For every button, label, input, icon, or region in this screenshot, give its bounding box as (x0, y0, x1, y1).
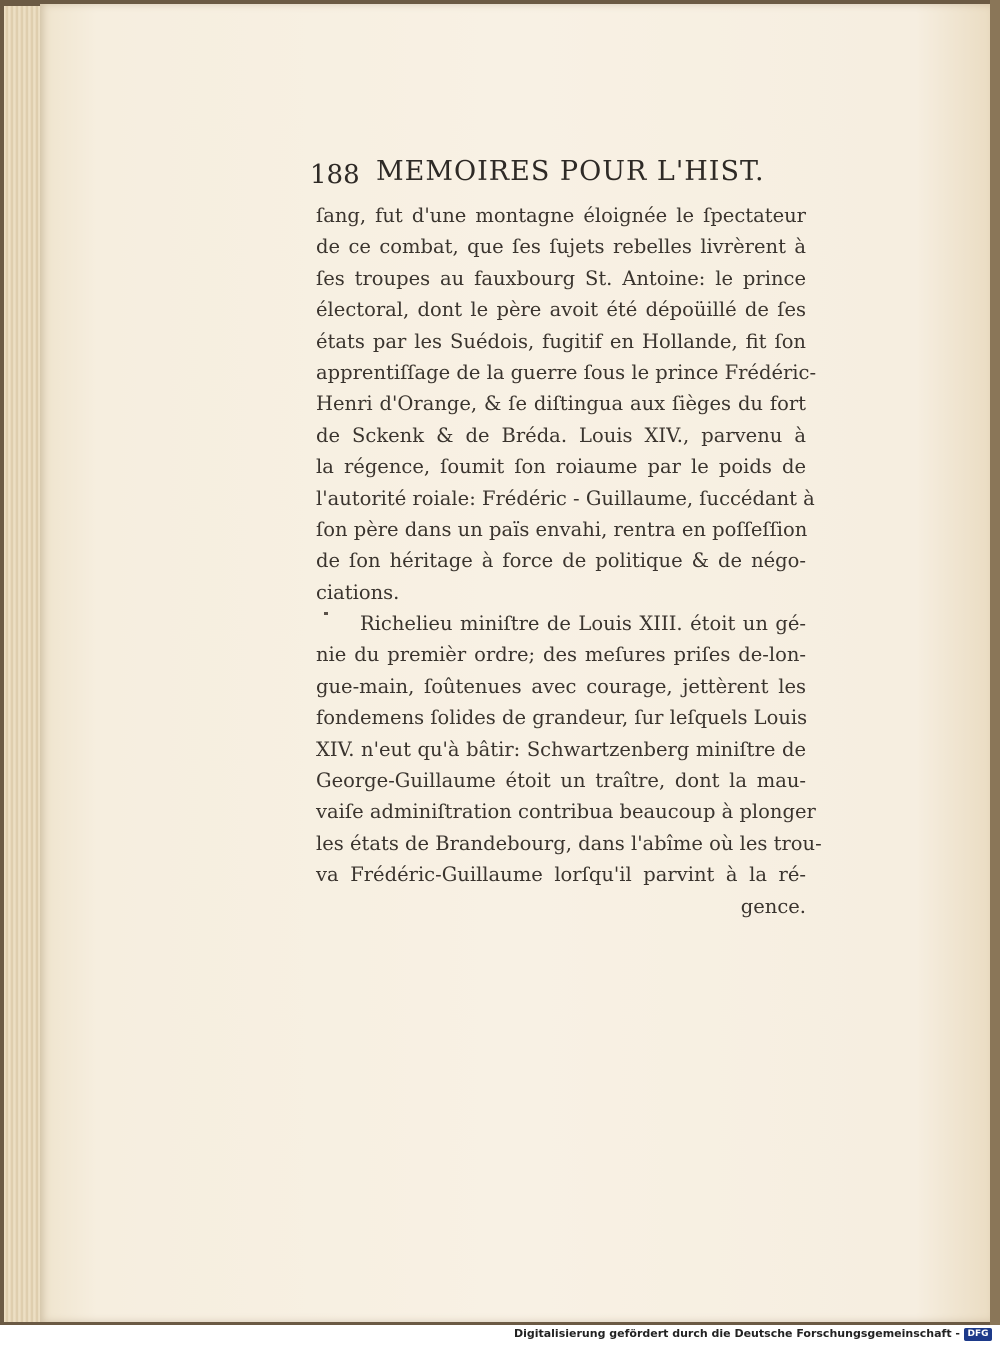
text-line: de ſon héritage à force de politique & de négo- (316, 549, 806, 573)
text-line: ſes troupes au fauxbourg St. Antoine: le prince (316, 266, 806, 290)
digitization-credit: Digitalisierung gefördert durch die Deutsche Forschungsgemeinschaft - (513, 1327, 960, 1340)
text-line: de ce combat, que ſes ſujets rebelles livrèrent à (316, 235, 806, 259)
text-line: apprentiſſage de la guerre ſous le prince Frédéric- (316, 360, 817, 384)
footer-bar (0, 1325, 1000, 1345)
page-number: 188 (310, 160, 360, 190)
page-header (310, 150, 810, 194)
dfg-logo: DFG (964, 1328, 992, 1341)
text-line: va Frédéric-Guillaume lorſqu'il parvint à la ré- (316, 863, 806, 887)
text-line: de Sckenk & de Bréda. Louis XIV., parvenu à (316, 423, 806, 447)
text-line: électoral, dont le père avoit été dépoüillé de ſes (316, 298, 806, 322)
text-line: George-Guillaume étoit un traître, dont la mau- (316, 769, 806, 793)
text-line: fondemens ſolides de grandeur, ſur leſquels Louis (316, 706, 808, 730)
page-edges (4, 6, 43, 1322)
text-line: XIV. n'eut qu'à bâtir: Schwartzenberg miniſtre de (316, 737, 806, 761)
text-line: gue-main, ſoûtenues avec courage, jettèrent les (316, 674, 806, 698)
text-line: états par les Suédois, fugitif en Hollande, fit ſon (316, 329, 806, 353)
text-line: Henri d'Orange, & ſe diſtingua aux ſièges du fort (316, 392, 806, 416)
text-line: ſon père dans un païs envahi, rentra en poſſeſſion (316, 517, 808, 541)
text-line: vaiſe adminiſtration contribua beaucoup à plonger (316, 800, 816, 824)
text-line: la régence, ſoumit ſon roiaume par le poids de (316, 455, 806, 479)
catchword-line: gence. (740, 894, 806, 918)
paragraph-first-line: Richelieu miniſtre de Louis XIII. étoit un gé- (360, 612, 806, 636)
text-line: les états de Brandebourg, dans l'abîme où les trou- (316, 831, 822, 855)
running-head: MEMOIRES POUR L'HIST. (376, 156, 765, 187)
right-edge-shadow (990, 0, 1000, 1325)
text-line: l'autorité roiale: Frédéric - Guillaume, ſuccédant à (316, 486, 815, 510)
text-line: nie du premièr ordre; des meſures priſes de-lon- (316, 643, 806, 667)
body-text (316, 200, 822, 922)
text-line: ciations. (316, 580, 400, 604)
text-line: ſang, fut d'une montagne éloignée le ſpectateur (316, 204, 806, 227)
